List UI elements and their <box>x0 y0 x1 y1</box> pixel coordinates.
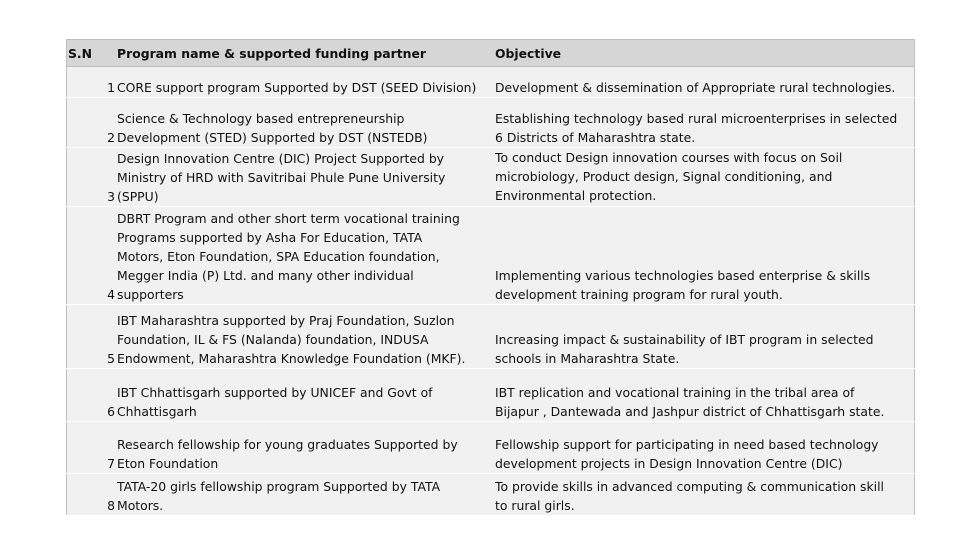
row-sn: 4 <box>67 207 117 305</box>
table-row <box>67 207 915 305</box>
table-row <box>67 98 915 148</box>
header-objective: Objective <box>495 40 915 67</box>
programs-table <box>66 39 915 516</box>
table-row <box>67 148 915 207</box>
row-sn: 3 <box>67 148 117 207</box>
row-objective: IBT replication and vocational training in the tribal area of Bijapur , Dantewada and Jashpur district of Chhattisgarh state. <box>495 369 915 422</box>
row-program: Science & Technology based entrepreneurship Development (STED) Supported by DST (NSTEDB) <box>116 98 495 148</box>
row-program: Research fellowship for young graduates Supported by Eton Foundation <box>116 422 495 474</box>
header-sn: S.N <box>67 40 117 67</box>
row-program: CORE support program Supported by DST (SEED Division) <box>116 67 495 98</box>
row-objective: To provide skills in advanced computing & communication skill to rural girls. <box>495 474 915 516</box>
row-objective: Increasing impact & sustainability of IBT program in selected schools in Maharashtra State. <box>495 305 915 369</box>
table-row <box>67 422 915 474</box>
row-objective: Development & dissemination of Appropriate rural technologies. <box>495 67 915 98</box>
row-objective: Implementing various technologies based enterprise & skills development training program for rural youth. <box>495 207 915 305</box>
row-sn: 2 <box>67 98 117 148</box>
table-row <box>67 474 915 516</box>
table-header-row <box>67 40 915 67</box>
table-row <box>67 305 915 369</box>
row-program: TATA-20 girls fellowship program Supported by TATA Motors. <box>116 474 495 516</box>
row-program: IBT Chhattisgarh supported by UNICEF and Govt of Chhattisgarh <box>116 369 495 422</box>
row-sn: 6 <box>67 369 117 422</box>
table-row <box>67 67 915 98</box>
row-program: Design Innovation Centre (DIC) Project Supported by Ministry of HRD with Savitribai Phule Pune University (SPPU) <box>116 148 495 207</box>
row-sn: 8 <box>67 474 117 516</box>
row-objective: Establishing technology based rural microenterprises in selected 6 Districts of Maharashtra state. <box>495 98 915 148</box>
row-sn: 5 <box>67 305 117 369</box>
row-sn: 1 <box>67 67 117 98</box>
header-program: Program name & supported funding partner <box>116 40 495 67</box>
row-objective: Fellowship support for participating in need based technology development projects in Design Innovation Centre (DIC) <box>495 422 915 474</box>
row-program: DBRT Program and other short term vocational training Programs supported by Asha For Education, TATA Motors, Eton Foundation, SPA Education foundation, Megger India (P) Ltd. and many other individual supporters <box>116 207 495 305</box>
row-program: IBT Maharashtra supported by Praj Foundation, Suzlon Foundation, IL & FS (Nalanda) foundation, INDUSA Endowment, Maharashtra Knowledge Foundation (MKF). <box>116 305 495 369</box>
table-row <box>67 369 915 422</box>
row-objective: To conduct Design innovation courses with focus on Soil microbiology, Product design, Signal conditioning, and Environmental protection. <box>495 148 915 207</box>
row-sn: 7 <box>67 422 117 474</box>
